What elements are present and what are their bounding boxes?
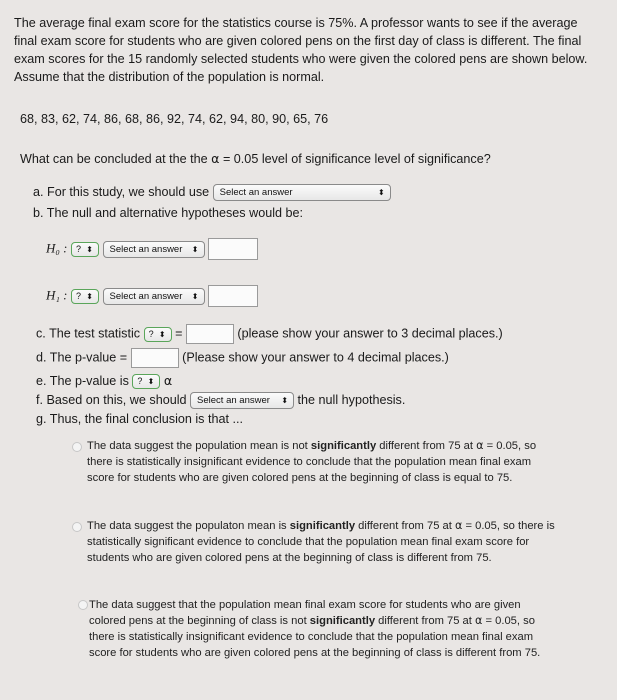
alpha-symbol: α <box>163 373 173 388</box>
part-g-label: g. Thus, the final conclusion is that ... <box>36 412 243 426</box>
decision-select[interactable]: Select an answer ⬍ <box>190 392 294 409</box>
test-type-select[interactable]: Select an answer ⬍ <box>213 184 391 201</box>
part-e-label: e. The p-value is <box>36 374 129 388</box>
updown-arrows-icon: ⬍ <box>191 291 199 301</box>
h0-row <box>46 238 258 260</box>
equals-sign: = <box>175 326 183 341</box>
part-c-note: (please show your answer to 3 decimal places.) <box>237 326 503 341</box>
updown-arrows-icon: ⬍ <box>158 329 166 339</box>
part-d <box>36 348 449 368</box>
conclusion-option-2[interactable]: The data suggest the populaton mean is significantly different from 75 at α = 0.05, so there is statistically significant evidence to conclude that the population mean final exam score for students who are given colored pens at the beginning of class is different from 75. <box>87 519 555 564</box>
p-value-compare-select[interactable]: ? ⬍ <box>132 374 160 389</box>
test-statistic-select[interactable]: ? ⬍ <box>144 327 172 342</box>
problem-statement: The average final exam score for the statistics course is 75%. A professor wants to see if the average final exam score for students who are given colored pens on the first day of class is different. The final exam scores for the 15 randomly selected students who were given the colored pens are shown below. Assume that the distribution of the population is normal. <box>14 16 588 84</box>
part-a-label: a. For this study, we should use <box>33 185 210 199</box>
part-f-label: f. Based on this, we should <box>36 393 187 407</box>
h1-symbol-select[interactable]: ? ⬍ <box>71 289 99 304</box>
updown-arrows-icon: ⬍ <box>86 244 93 254</box>
part-b-label: b. The null and alternative hypotheses would be: <box>33 206 304 220</box>
question-prefix: What can be concluded at the the <box>20 152 208 166</box>
part-f-suffix: the null hypothesis. <box>297 393 406 407</box>
test-statistic-input[interactable] <box>186 324 234 344</box>
data-values: 68, 83, 62, 74, 86, 68, 86, 92, 74, 62, 94, 80, 90, 65, 76 <box>20 112 329 126</box>
h1-row <box>46 285 258 307</box>
part-d-label: d. The p-value = <box>36 350 128 365</box>
part-f <box>36 391 405 409</box>
question-text <box>20 151 491 166</box>
h0-symbol-select[interactable]: ? ⬍ <box>71 242 99 257</box>
part-c <box>36 324 503 344</box>
part-c-label: c. The test statistic <box>36 326 141 341</box>
conclusion-radio-2[interactable] <box>72 522 82 532</box>
updown-arrows-icon: ⬍ <box>377 188 385 198</box>
h0-label: H₀ : <box>46 240 68 256</box>
conclusion-option-3[interactable]: The data suggest that the population mean final exam score for students who are given colored pens at the beginning of class is not significantly different from 75 at α = 0.05, so there is statistically insignificant evidence to conclude that the population mean final exam score for students who are given colored pens at the beginning of class is different from 75. <box>89 599 541 659</box>
part-d-note: (Please show your answer to 4 decimal places.) <box>182 350 449 365</box>
conclusion-option-1[interactable]: The data suggest the population mean is not significantly different from 75 at α = 0.05, so there is statistically insignificant evidence to conclude that the population mean final exam score for students who are given colored pens at the beginning of class is equal to 75. <box>87 439 537 484</box>
part-e <box>36 372 172 390</box>
updown-arrows-icon: ⬍ <box>86 291 93 301</box>
h0-operator-select[interactable]: Select an answer ⬍ <box>103 241 205 258</box>
updown-arrows-icon: ⬍ <box>191 244 199 254</box>
conclusion-radio-1[interactable] <box>72 442 82 452</box>
updown-arrows-icon: ⬍ <box>147 377 155 387</box>
h0-value-input[interactable] <box>208 238 258 260</box>
h1-label: H₁ : <box>46 287 68 303</box>
updown-arrows-icon: ⬍ <box>281 396 289 406</box>
part-a <box>33 183 391 201</box>
h1-value-input[interactable] <box>208 285 258 307</box>
conclusion-radio-3[interactable] <box>78 600 88 610</box>
alpha-symbol: α <box>211 151 220 166</box>
question-suffix: = 0.05 level of significance level of significance? <box>222 152 491 166</box>
p-value-input[interactable] <box>131 348 179 368</box>
h1-operator-select[interactable]: Select an answer ⬍ <box>103 288 205 305</box>
